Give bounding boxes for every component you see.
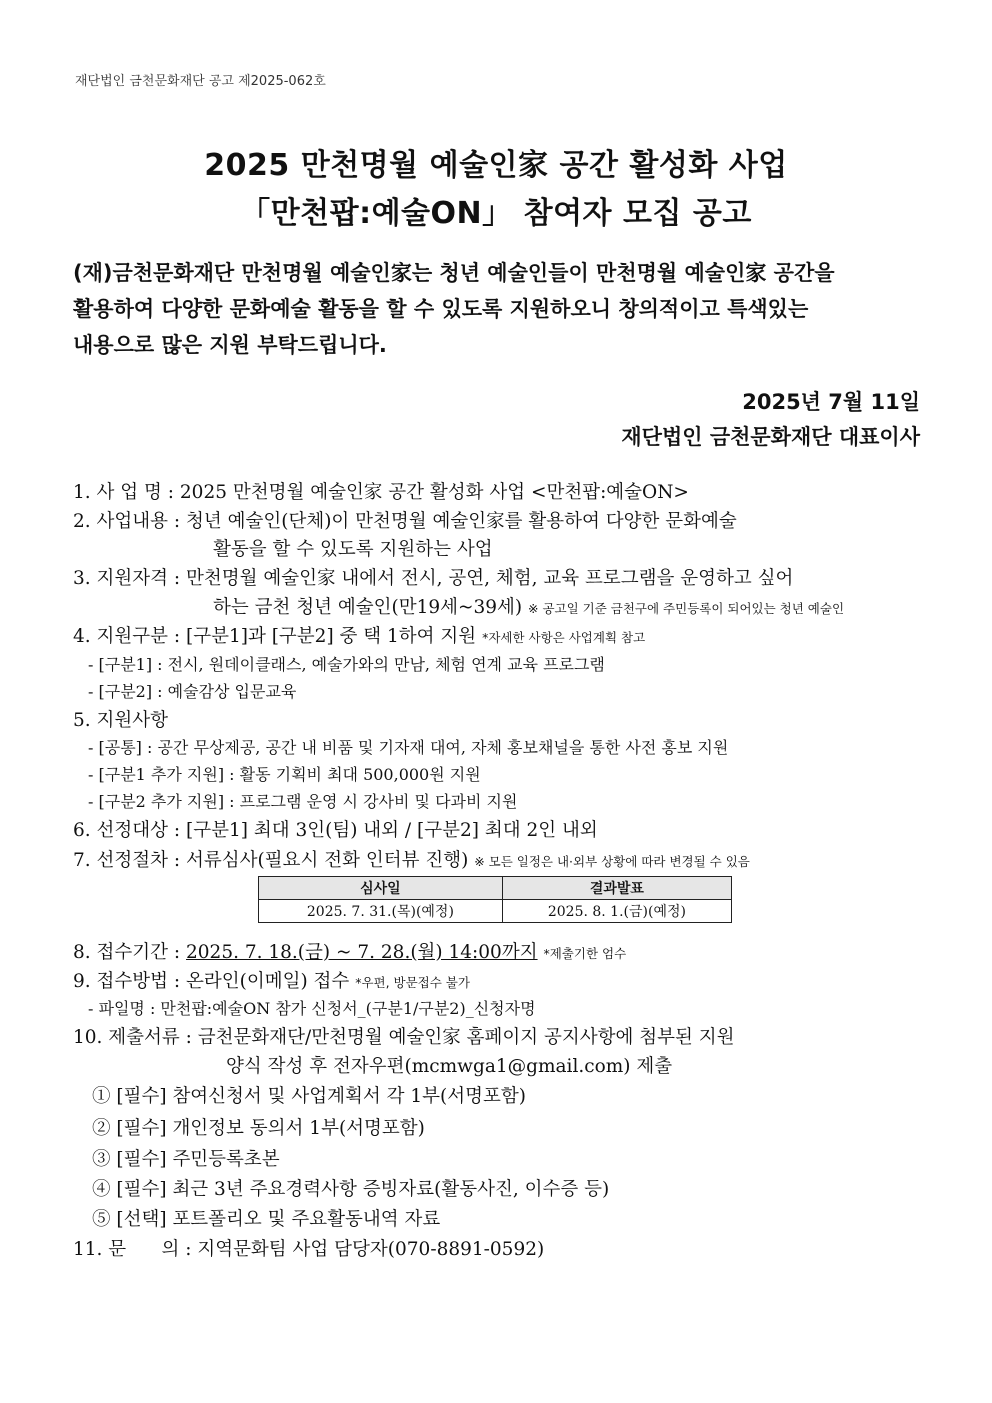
page-subtitle: 「만천팝:예술ON」 참여자 모집 공고 <box>240 196 752 231</box>
category-2: - [구분2] : 예술감상 입문교육 <box>88 682 297 701</box>
item-category <box>73 622 645 648</box>
item-documents-cont: 양식 작성 후 전자우편(mcmwga1@gmail.com) 제출 <box>226 1056 673 1077</box>
support-common: - [공통] : 공간 무상제공, 공간 내 비품 및 기자재 대여, 자체 홍보채널을 통한 사전 홍보 지원 <box>88 738 729 757</box>
item-project-name: 1. 사 업 명 : 2025 만천명월 예술인家 공간 활성화 사업 <만천팝:예술ON> <box>73 482 689 503</box>
support-category-2: - [구분2 추가 지원] : 프로그램 운영 시 강사비 및 다과비 지원 <box>88 792 518 811</box>
table-header-row <box>259 877 732 900</box>
category-note: *자세한 사항은 사업계획 참고 <box>482 630 646 645</box>
item-selection-process <box>73 846 750 872</box>
table-row <box>259 900 732 923</box>
item-application-period <box>73 938 626 964</box>
page-title: 2025 만천명월 예술인家 공간 활성화 사업 <box>204 148 788 183</box>
application-method-text: 9. 접수방법 : 온라인(이메일) 접수 <box>73 971 350 992</box>
selection-process-note: ※ 모든 일정은 내·외부 상황에 따라 변경될 수 있음 <box>474 854 750 869</box>
notice-date: 2025년 7월 11일 <box>742 390 920 414</box>
item-project-content: 2. 사업내용 : 청년 예술인(단체)이 만천명월 예술인家를 활용하여 다양한 문화예술 <box>73 511 737 532</box>
support-category-1: - [구분1 추가 지원] : 활동 기획비 최대 500,000원 지원 <box>88 765 481 784</box>
notice-number: 재단법인 금천문화재단 공고 제2025-062호 <box>75 74 326 89</box>
issuer-name: 재단법인 금천문화재단 대표이사 <box>621 425 920 449</box>
category-1: - [구분1] : 전시, 원데이클래스, 예술가와의 만남, 체험 연계 교육 프로그램 <box>88 655 605 674</box>
table-cell: 2025. 7. 31.(목)(예정) <box>259 900 503 923</box>
file-name-rule: - 파일명 : 만천팝:예술ON 참가 신청서_(구분1/구분2)_신청자명 <box>88 999 536 1018</box>
item-project-content-cont: 활동을 할 수 있도록 지원하는 사업 <box>213 539 493 560</box>
document-1: ① [필수] 참여신청서 및 사업계획서 각 1부(서명포함) <box>92 1086 526 1107</box>
intro-line: 활용하여 다양한 문화예술 활동을 할 수 있도록 지원하오니 창의적이고 특색있는 <box>73 297 809 321</box>
category-text: 4. 지원구분 : [구분1]과 [구분2] 중 택 1하여 지원 <box>73 626 477 647</box>
table-header: 결과발표 <box>502 877 731 900</box>
document-5: ⑤ [선택] 포트폴리오 및 주요활동내역 자료 <box>92 1209 441 1230</box>
eligibility-text: 하는 금천 청년 예술인(만19세~39세) <box>213 597 523 618</box>
item-eligibility-cont <box>213 593 844 619</box>
intro-line: 내용으로 많은 지원 부탁드립니다. <box>73 333 387 357</box>
item-documents: 10. 제출서류 : 금천문화재단/만천명월 예술인家 홈페이지 공지사항에 첨부된 지원 <box>73 1027 735 1048</box>
document-2: ② [필수] 개인정보 동의서 1부(서명포함) <box>92 1118 425 1139</box>
eligibility-note: ※ 공고일 기준 금천구에 주민등록이 되어있는 청년 예술인 <box>528 601 845 616</box>
intro-paragraph <box>73 255 923 363</box>
intro-line: (재)금천문화재단 만천명월 예술인家는 청년 예술인들이 만천명월 예술인家 공간을 <box>73 261 835 285</box>
document-3: ③ [필수] 주민등록초본 <box>92 1149 280 1170</box>
schedule-table <box>258 876 732 923</box>
application-period-label: 8. 접수기간 : <box>73 942 187 963</box>
item-selection-target: 6. 선정대상 : [구분1] 최대 3인(팀) 내외 / [구분2] 최대 2인 내외 <box>73 820 598 841</box>
application-method-note: *우편, 방문접수 불가 <box>355 975 470 990</box>
application-period-value: 2025. 7. 18.(금) ~ 7. 28.(월) 14:00까지 <box>186 942 538 963</box>
item-contact: 11. 문 의 : 지역문화팀 사업 담당자(070-8891-0592) <box>73 1239 545 1260</box>
item-eligibility: 3. 지원자격 : 만천명월 예술인家 내에서 전시, 공연, 체험, 교육 프로그램을 운영하고 싶어 <box>73 568 794 589</box>
item-support: 5. 지원사항 <box>73 710 169 731</box>
application-period-note: *제출기한 엄수 <box>543 946 627 961</box>
table-cell: 2025. 8. 1.(금)(예정) <box>502 900 731 923</box>
item-application-method <box>73 967 470 993</box>
table-header: 심사일 <box>259 877 503 900</box>
selection-process-text: 7. 선정절차 : 서류심사(필요시 전화 인터뷰 진행) <box>73 850 469 871</box>
document-4: ④ [필수] 최근 3년 주요경력사항 증빙자료(활동사진, 이수증 등) <box>92 1179 610 1200</box>
